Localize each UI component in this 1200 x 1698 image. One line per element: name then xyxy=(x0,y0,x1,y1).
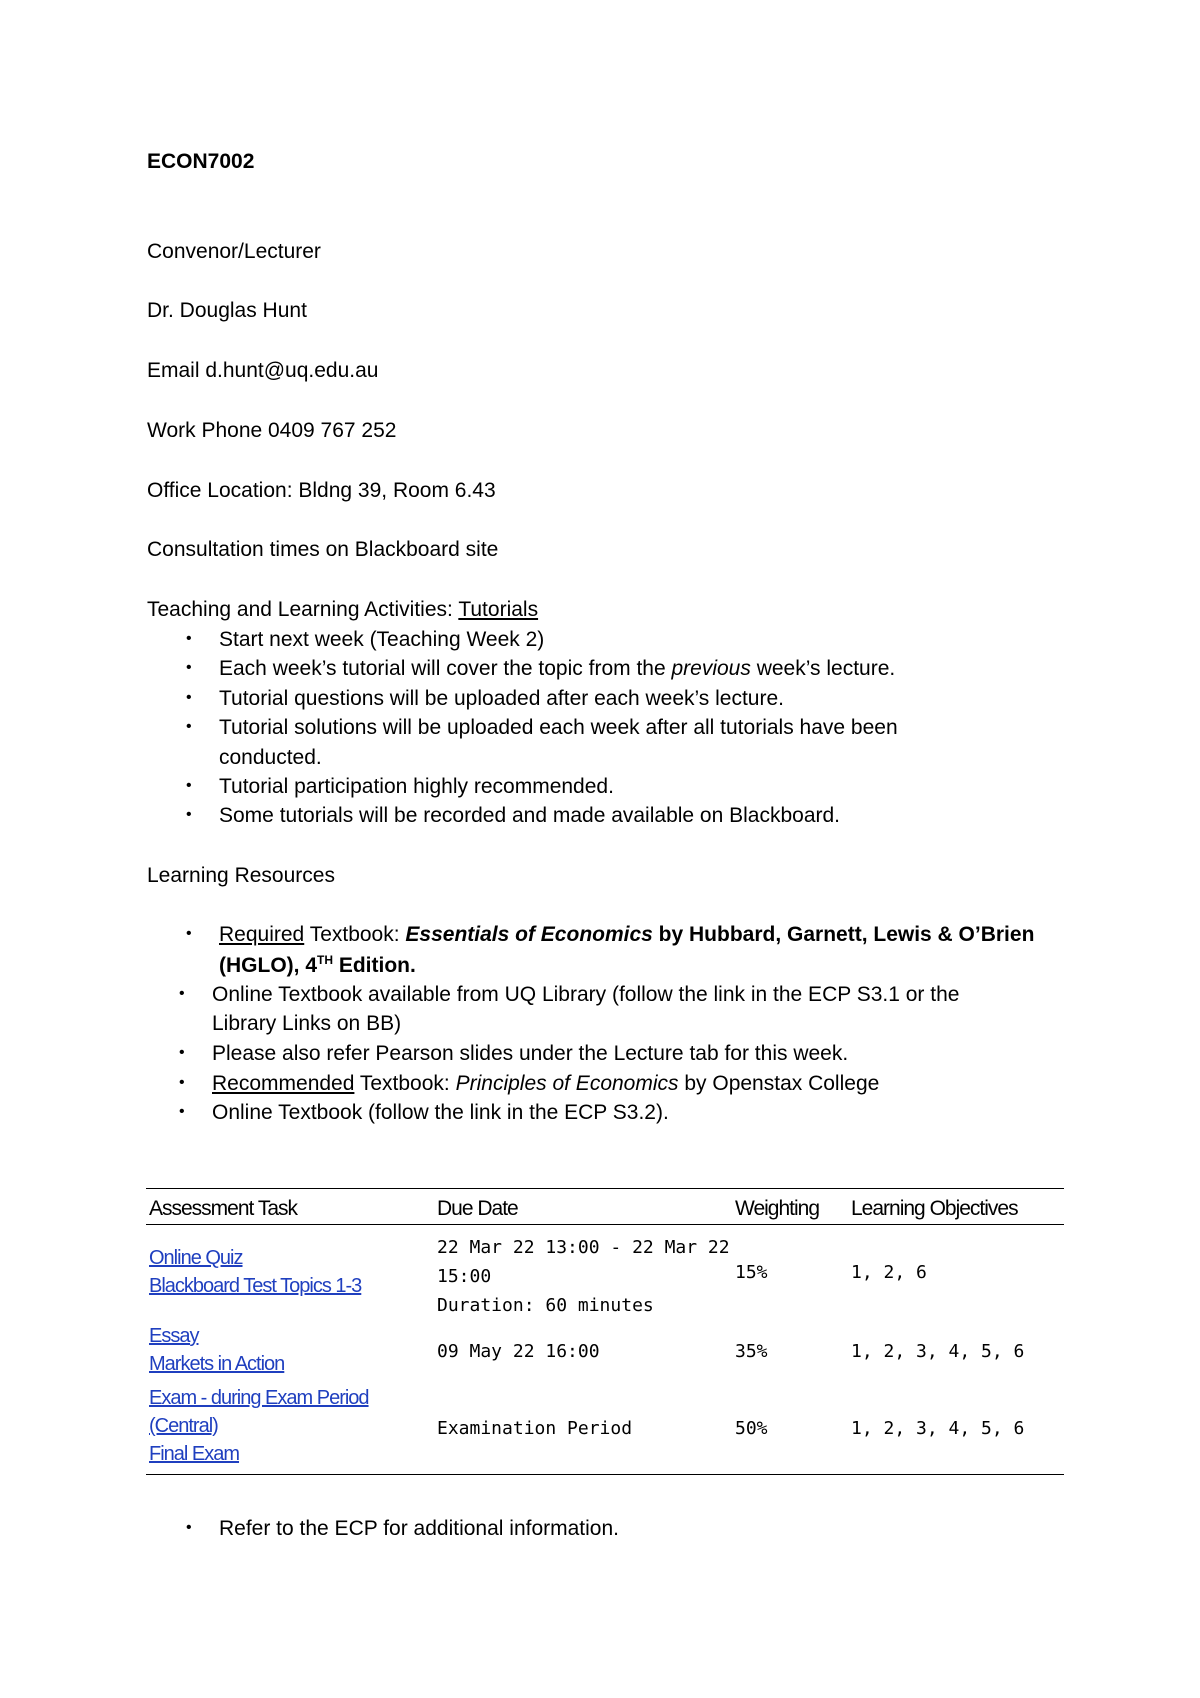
consultation-line: Consultation times on Blackboard site xyxy=(147,538,499,561)
column-header-task: Assessment Task xyxy=(149,1197,298,1220)
bullet-icon: • xyxy=(186,630,192,647)
column-header-weighting: Weighting xyxy=(735,1197,820,1220)
task-link-online-quiz[interactable]: Online Quiz xyxy=(149,1247,243,1269)
table-bottom-rule xyxy=(146,1474,1064,1475)
bullet-icon: • xyxy=(186,1519,192,1536)
bullet-icon: • xyxy=(179,1044,185,1061)
objectives-cell: 1, 2, 3, 4, 5, 6 xyxy=(851,1418,1025,1439)
task-link-final-exam[interactable]: Final Exam xyxy=(149,1443,240,1465)
task-link-markets-in-action[interactable]: Markets in Action xyxy=(149,1353,285,1375)
bullet-icon: • xyxy=(186,689,192,706)
column-header-due-date: Due Date xyxy=(437,1197,518,1220)
footer-note: Refer to the ECP for additional information. xyxy=(219,1517,619,1540)
bullet-icon: • xyxy=(186,777,192,794)
phone-line: Work Phone 0409 767 252 xyxy=(147,419,397,442)
bullet-icon: • xyxy=(186,659,192,676)
teaching-heading xyxy=(147,598,538,622)
bullet-icon: • xyxy=(179,1074,185,1091)
weighting-cell: 35% xyxy=(735,1341,768,1362)
convenor-heading: Convenor/Lecturer xyxy=(147,240,321,263)
list-item-continuation: Library Links on BB) xyxy=(212,1012,402,1035)
lecturer-name: Dr. Douglas Hunt xyxy=(147,299,307,322)
weighting-cell: 50% xyxy=(735,1418,768,1439)
list-item-continuation: (HGLO), 4TH Edition. xyxy=(219,953,416,977)
task-cell xyxy=(149,1322,284,1378)
bullet-icon: • xyxy=(186,806,192,823)
task-cell xyxy=(149,1384,369,1468)
list-item-continuation: conducted. xyxy=(219,746,322,769)
due-date-cell: 22 Mar 22 13:00 - 22 Mar 22 15:00 Duration: 60 minutes xyxy=(437,1237,730,1316)
bullet-icon: • xyxy=(179,985,185,1002)
bullet-icon: • xyxy=(179,1103,185,1120)
teaching-heading-prefix: Teaching and Learning Activities: xyxy=(147,598,459,621)
bullet-icon: • xyxy=(186,718,192,735)
resources-heading: Learning Resources xyxy=(147,864,335,887)
tutorials-link[interactable]: Tutorials xyxy=(458,598,539,621)
table-top-rule xyxy=(146,1188,1064,1189)
task-link-essay[interactable]: Essay xyxy=(149,1325,199,1347)
office-line: Office Location: Bldng 39, Room 6.43 xyxy=(147,479,496,502)
task-cell xyxy=(149,1244,361,1300)
table-header-rule xyxy=(146,1224,1064,1225)
objectives-cell: 1, 2, 6 xyxy=(851,1262,927,1283)
task-link-exam[interactable]: Exam - during Exam Period xyxy=(149,1387,369,1409)
due-date-cell: 09 May 22 16:00 xyxy=(437,1341,600,1362)
objectives-cell: 1, 2, 3, 4, 5, 6 xyxy=(851,1341,1025,1362)
task-link-central[interactable]: (Central) xyxy=(149,1415,218,1437)
task-link-blackboard-test[interactable]: Blackboard Test Topics 1-3 xyxy=(149,1275,362,1297)
due-date-cell: Examination Period xyxy=(437,1418,633,1439)
course-code: ECON7002 xyxy=(147,150,255,173)
column-header-objectives: Learning Objectives xyxy=(851,1197,1018,1220)
weighting-cell: 15% xyxy=(735,1262,768,1283)
bullet-icon: • xyxy=(186,925,192,942)
email-line: Email d.hunt@uq.edu.au xyxy=(147,359,379,382)
